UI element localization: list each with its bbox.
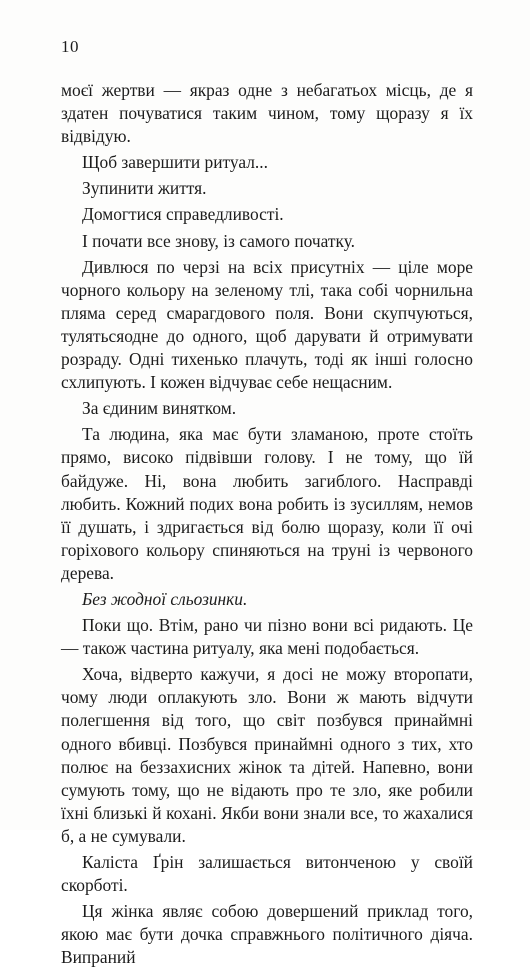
paragraph: Хоча, відверто кажучи, я досі не можу второпати, чому люди оплакують зло. Вони ж мають відчути полегшення від того, що світ позбувся принаймні одного вбивці. Позбувся принаймні одного з тих, хто полює на беззахисних жінок та дітей. Напевно, вони сумують тому, що не відають про те зло, яке робили їхні близькі й кохані. Якби вони знали все, то жахалися б, а не сумували. <box>61 664 473 846</box>
paragraph: За єдиним винятком. <box>82 398 237 419</box>
paragraph: моєї жертви — якраз одне з небагатьох місць, де я здатен почуватися таким чином, тому щоразу я їх відвідую. <box>61 80 473 147</box>
body-text <box>61 79 473 969</box>
paragraph: Ця жінка являє собою довершений приклад того, якою має бути дочка справжнього політичного діяча. Випраний <box>61 901 473 968</box>
paragraph: Дивлюся по черзі на всіх присутніх — ціле море чорного кольору на зеленому тлі, така собі чорнильна пляма серед смарагдового поля. Вони скупчуються, тулятьсяодне до одного, щоб дарувати й отримувати розраду. Одні тихенько плачуть, тоді як інші голосно схлипують. І кожен відчуває себе нещасним. <box>61 256 473 393</box>
paragraph: Домогтися справедливості. <box>82 204 284 225</box>
paragraph: Щоб завершити ритуал... <box>82 152 268 173</box>
paragraph: І почати все знову, із самого початку. <box>82 230 356 251</box>
paragraph: Та людина, яка має бути зламаною, проте стоїть прямо, високо підвівши голову. І не тому, що їй байдуже. Ні, вона любить загиблого. Насправді любить. Кожний подих вона робить із зусиллям, немов її душать, і здригається від болю щоразу, коли її очі горіхового кольору спиняються на труні із червоного дерева. <box>61 424 473 583</box>
paragraph: Поки що. Втім, рано чи пізно вони всі ридають. Це — також частина ритуалу, яка мені подобається. <box>61 615 473 659</box>
paragraph: Каліста Ґрін залишається витонченою у своїй скорботі. <box>61 852 473 896</box>
paragraph: Зупинити життя. <box>82 178 207 199</box>
paragraph: Без жодної сльозинки. <box>82 588 248 609</box>
page-number: 10 <box>61 37 79 56</box>
